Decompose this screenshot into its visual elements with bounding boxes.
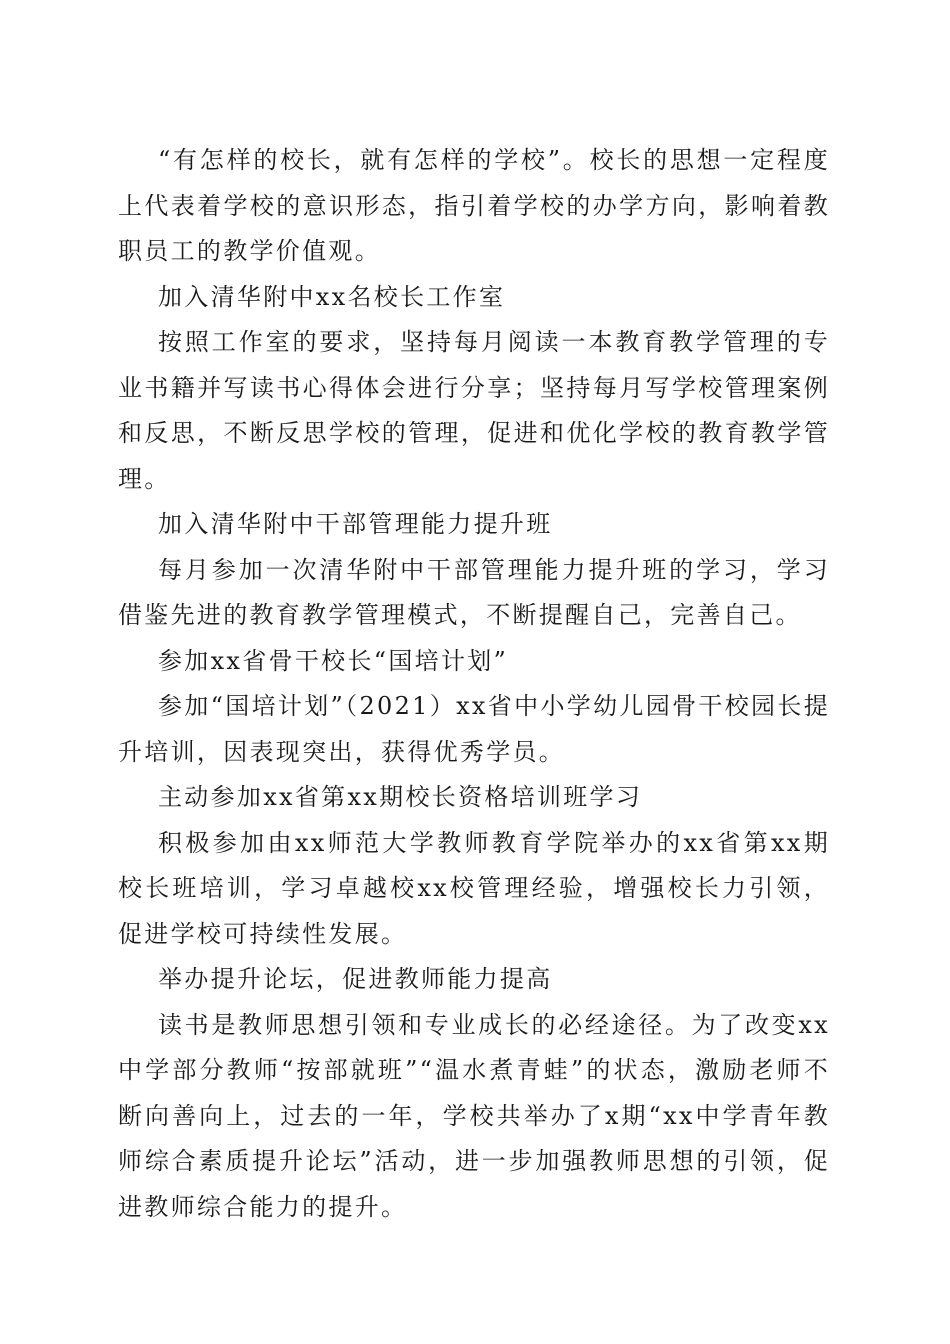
qualification-training-paragraph: 积极参加由xx师范大学教师教育学院举办的xx省第xx期校长班培训，学习卓越校xx校管理经验，增强校长力引领，促进学校可持续性发展。 bbox=[118, 828, 830, 948]
studio-paragraph: 按照工作室的要求，坚持每月阅读一本教育教学管理的专业书籍并写读书心得体会进行分享；坚持每月写学校管理案例和反思，不断反思学校的管理，促进和优化学校的教育教学管理。 bbox=[118, 328, 830, 493]
cadre-class-paragraph: 每月参加一次清华附中干部管理能力提升班的学习，学习借鉴先进的教育教学管理模式，不断提醒自己，完善自己。 bbox=[118, 555, 830, 629]
section-heading-principal-studio: 加入清华附中xx名校长工作室 bbox=[158, 282, 506, 311]
section-heading-cadre-class: 加入清华附中干部管理能力提升班 bbox=[158, 510, 553, 538]
section-heading-national-training: 参加xx省骨干校长“国培计划” bbox=[158, 646, 509, 675]
section-heading-qualification-training: 主动参加xx省第xx期校长资格培训班学习 bbox=[158, 783, 643, 811]
intro-paragraph: “有怎样的校长，就有怎样的学校”。校长的思想一定程度上代表着学校的意识形态，指引着学校的办学方向，影响着教职员工的教学价值观。 bbox=[118, 146, 830, 265]
document-body bbox=[118, 138, 830, 1230]
section-heading-forum: 举办提升论坛，促进教师能力提高 bbox=[158, 965, 553, 993]
forum-paragraph: 读书是教师思想引领和专业成长的必经途径。为了改变xx中学部分教师“按部就班”“温水煮青蛙”的状态，激励老师不断向善向上，过去的一年，学校共举办了x期“xx中学青年教师综合素质提升论坛”活动，进一步加强教师思想的引领，促进教师综合能力的提升。 bbox=[118, 1010, 830, 1221]
national-training-paragraph: 参加“国培计划”（2021）xx省中小学幼儿园骨干校园长提升培训，因表现突出，获得优秀学员。 bbox=[118, 692, 830, 766]
